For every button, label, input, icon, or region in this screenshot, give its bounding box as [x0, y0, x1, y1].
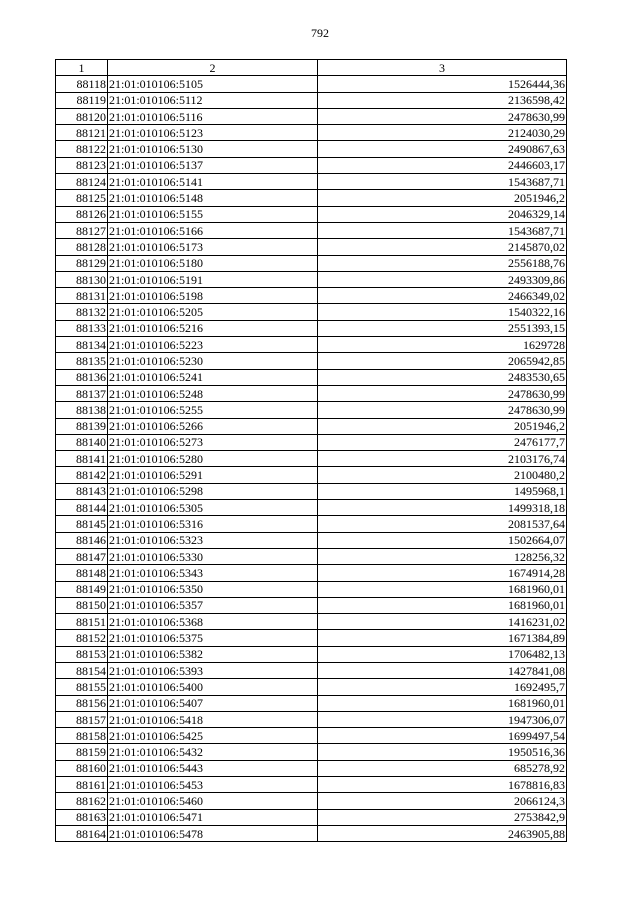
row-number-cell: 88126	[56, 206, 108, 222]
value-cell: 2136598,42	[318, 92, 567, 108]
row-number-cell: 88135	[56, 353, 108, 369]
row-number-cell: 88139	[56, 418, 108, 434]
cadastral-number-cell: 21:01:010106:5305	[108, 500, 318, 516]
table-row	[56, 548, 567, 564]
table-row	[56, 125, 567, 141]
value-cell: 1671384,89	[318, 630, 567, 646]
value-cell: 2556188,76	[318, 255, 567, 271]
value-cell: 2483530,65	[318, 369, 567, 385]
value-cell: 1674914,28	[318, 565, 567, 581]
table-body	[56, 60, 567, 842]
cadastral-number-cell: 21:01:010106:5291	[108, 467, 318, 483]
value-cell: 1540322,16	[318, 304, 567, 320]
value-cell: 1678816,83	[318, 777, 567, 793]
table-row	[56, 76, 567, 92]
cadastral-number-cell: 21:01:010106:5418	[108, 711, 318, 727]
column-header-2: 2	[108, 60, 318, 76]
data-table	[55, 59, 567, 842]
row-number-cell: 88162	[56, 793, 108, 809]
cadastral-number-cell: 21:01:010106:5471	[108, 809, 318, 825]
cadastral-number-cell: 21:01:010106:5350	[108, 581, 318, 597]
table-header-row	[56, 60, 567, 76]
table-row	[56, 597, 567, 613]
cadastral-number-cell: 21:01:010106:5273	[108, 434, 318, 450]
row-number-cell: 88147	[56, 548, 108, 564]
value-cell: 1416231,02	[318, 614, 567, 630]
row-number-cell: 88138	[56, 402, 108, 418]
cadastral-number-cell: 21:01:010106:5205	[108, 304, 318, 320]
cadastral-number-cell: 21:01:010106:5105	[108, 76, 318, 92]
cadastral-number-cell: 21:01:010106:5180	[108, 255, 318, 271]
table-row	[56, 141, 567, 157]
cadastral-number-cell: 21:01:010106:5400	[108, 679, 318, 695]
table-row	[56, 108, 567, 124]
table-row	[56, 418, 567, 434]
cadastral-number-cell: 21:01:010106:5137	[108, 157, 318, 173]
table-row	[56, 157, 567, 173]
table-row	[56, 532, 567, 548]
value-cell: 1681960,01	[318, 597, 567, 613]
column-header-1: 1	[56, 60, 108, 76]
value-cell: 2478630,99	[318, 402, 567, 418]
table-row	[56, 190, 567, 206]
row-number-cell: 88150	[56, 597, 108, 613]
table-row	[56, 662, 567, 678]
table-row	[56, 516, 567, 532]
row-number-cell: 88131	[56, 288, 108, 304]
cadastral-number-cell: 21:01:010106:5460	[108, 793, 318, 809]
row-number-cell: 88122	[56, 141, 108, 157]
cadastral-number-cell: 21:01:010106:5112	[108, 92, 318, 108]
value-cell: 2463905,88	[318, 825, 567, 841]
row-number-cell: 88136	[56, 369, 108, 385]
table-row	[56, 353, 567, 369]
table-row	[56, 809, 567, 825]
table-row	[56, 255, 567, 271]
cadastral-number-cell: 21:01:010106:5357	[108, 597, 318, 613]
row-number-cell: 88127	[56, 222, 108, 238]
table-row	[56, 402, 567, 418]
value-cell: 1629728	[318, 337, 567, 353]
cadastral-number-cell: 21:01:010106:5230	[108, 353, 318, 369]
table-row	[56, 500, 567, 516]
row-number-cell: 88161	[56, 777, 108, 793]
table-row	[56, 206, 567, 222]
row-number-cell: 88141	[56, 451, 108, 467]
cadastral-number-cell: 21:01:010106:5298	[108, 483, 318, 499]
value-cell: 2081537,64	[318, 516, 567, 532]
table-row	[56, 565, 567, 581]
value-cell: 1681960,01	[318, 695, 567, 711]
table-row	[56, 320, 567, 336]
table-row	[56, 271, 567, 287]
table-row	[56, 239, 567, 255]
cadastral-number-cell: 21:01:010106:5443	[108, 760, 318, 776]
cadastral-number-cell: 21:01:010106:5323	[108, 532, 318, 548]
table-row	[56, 483, 567, 499]
cadastral-number-cell: 21:01:010106:5453	[108, 777, 318, 793]
cadastral-number-cell: 21:01:010106:5116	[108, 108, 318, 124]
value-cell: 2551393,15	[318, 320, 567, 336]
table-row	[56, 825, 567, 841]
row-number-cell: 88154	[56, 662, 108, 678]
table-row	[56, 695, 567, 711]
value-cell: 2478630,99	[318, 108, 567, 124]
row-number-cell: 88149	[56, 581, 108, 597]
cadastral-number-cell: 21:01:010106:5166	[108, 222, 318, 238]
row-number-cell: 88156	[56, 695, 108, 711]
row-number-cell: 88125	[56, 190, 108, 206]
table-row	[56, 728, 567, 744]
cadastral-number-cell: 21:01:010106:5375	[108, 630, 318, 646]
row-number-cell: 88145	[56, 516, 108, 532]
table-row	[56, 337, 567, 353]
cadastral-number-cell: 21:01:010106:5393	[108, 662, 318, 678]
cadastral-number-cell: 21:01:010106:5432	[108, 744, 318, 760]
table-row	[56, 222, 567, 238]
row-number-cell: 88163	[56, 809, 108, 825]
value-cell: 2753842,9	[318, 809, 567, 825]
row-number-cell: 88118	[56, 76, 108, 92]
value-cell: 2051946,2	[318, 190, 567, 206]
value-cell: 2124030,29	[318, 125, 567, 141]
row-number-cell: 88128	[56, 239, 108, 255]
table-row	[56, 581, 567, 597]
value-cell: 2051946,2	[318, 418, 567, 434]
table-row	[56, 646, 567, 662]
row-number-cell: 88121	[56, 125, 108, 141]
value-cell: 1495968,1	[318, 483, 567, 499]
row-number-cell: 88140	[56, 434, 108, 450]
cadastral-number-cell: 21:01:010106:5241	[108, 369, 318, 385]
row-number-cell: 88159	[56, 744, 108, 760]
table-row	[56, 369, 567, 385]
table-row	[56, 793, 567, 809]
page-number: 792	[311, 26, 329, 40]
value-cell: 2476177,7	[318, 434, 567, 450]
value-cell: 1950516,36	[318, 744, 567, 760]
cadastral-number-cell: 21:01:010106:5255	[108, 402, 318, 418]
table-row	[56, 288, 567, 304]
row-number-cell: 88142	[56, 467, 108, 483]
row-number-cell: 88129	[56, 255, 108, 271]
cadastral-number-cell: 21:01:010106:5216	[108, 320, 318, 336]
value-cell: 1699497,54	[318, 728, 567, 744]
value-cell: 1706482,13	[318, 646, 567, 662]
cadastral-number-cell: 21:01:010106:5123	[108, 125, 318, 141]
value-cell: 685278,92	[318, 760, 567, 776]
cadastral-number-cell: 21:01:010106:5425	[108, 728, 318, 744]
value-cell: 2466349,02	[318, 288, 567, 304]
value-cell: 2066124,3	[318, 793, 567, 809]
value-cell: 1947306,07	[318, 711, 567, 727]
table-row	[56, 304, 567, 320]
row-number-cell: 88148	[56, 565, 108, 581]
value-cell: 1526444,36	[318, 76, 567, 92]
cadastral-number-cell: 21:01:010106:5330	[108, 548, 318, 564]
row-number-cell: 88134	[56, 337, 108, 353]
table-row	[56, 679, 567, 695]
cadastral-number-cell: 21:01:010106:5148	[108, 190, 318, 206]
value-cell: 1692495,7	[318, 679, 567, 695]
row-number-cell: 88120	[56, 108, 108, 124]
value-cell: 2145870,02	[318, 239, 567, 255]
table-row	[56, 777, 567, 793]
row-number-cell: 88151	[56, 614, 108, 630]
cadastral-number-cell: 21:01:010106:5382	[108, 646, 318, 662]
table-row	[56, 451, 567, 467]
row-number-cell: 88130	[56, 271, 108, 287]
value-cell: 2100480,2	[318, 467, 567, 483]
table-row	[56, 711, 567, 727]
cadastral-number-cell: 21:01:010106:5141	[108, 174, 318, 190]
value-cell: 2046329,14	[318, 206, 567, 222]
cadastral-number-cell: 21:01:010106:5198	[108, 288, 318, 304]
row-number-cell: 88158	[56, 728, 108, 744]
row-number-cell: 88146	[56, 532, 108, 548]
table-row	[56, 744, 567, 760]
value-cell: 2065942,85	[318, 353, 567, 369]
row-number-cell: 88123	[56, 157, 108, 173]
value-cell: 2103176,74	[318, 451, 567, 467]
cadastral-number-cell: 21:01:010106:5248	[108, 385, 318, 401]
table-row	[56, 614, 567, 630]
cadastral-number-cell: 21:01:010106:5407	[108, 695, 318, 711]
row-number-cell: 88119	[56, 92, 108, 108]
cadastral-number-cell: 21:01:010106:5155	[108, 206, 318, 222]
row-number-cell: 88124	[56, 174, 108, 190]
row-number-cell: 88143	[56, 483, 108, 499]
cadastral-number-cell: 21:01:010106:5343	[108, 565, 318, 581]
value-cell: 1681960,01	[318, 581, 567, 597]
value-cell: 1499318,18	[318, 500, 567, 516]
row-number-cell: 88153	[56, 646, 108, 662]
value-cell: 1502664,07	[318, 532, 567, 548]
row-number-cell: 88157	[56, 711, 108, 727]
cadastral-number-cell: 21:01:010106:5316	[108, 516, 318, 532]
value-cell: 1543687,71	[318, 222, 567, 238]
row-number-cell: 88144	[56, 500, 108, 516]
value-cell: 2478630,99	[318, 385, 567, 401]
row-number-cell: 88152	[56, 630, 108, 646]
table-row	[56, 760, 567, 776]
table-row	[56, 467, 567, 483]
cadastral-number-cell: 21:01:010106:5173	[108, 239, 318, 255]
value-cell: 2493309,86	[318, 271, 567, 287]
table-row	[56, 92, 567, 108]
row-number-cell: 88155	[56, 679, 108, 695]
table-row	[56, 434, 567, 450]
cadastral-number-cell: 21:01:010106:5280	[108, 451, 318, 467]
value-cell: 1543687,71	[318, 174, 567, 190]
table-row	[56, 174, 567, 190]
row-number-cell: 88132	[56, 304, 108, 320]
value-cell: 1427841,08	[318, 662, 567, 678]
cadastral-number-cell: 21:01:010106:5266	[108, 418, 318, 434]
column-header-3: 3	[318, 60, 567, 76]
value-cell: 128256,32	[318, 548, 567, 564]
cadastral-number-cell: 21:01:010106:5478	[108, 825, 318, 841]
row-number-cell: 88137	[56, 385, 108, 401]
cadastral-number-cell: 21:01:010106:5130	[108, 141, 318, 157]
row-number-cell: 88164	[56, 825, 108, 841]
table-row	[56, 385, 567, 401]
value-cell: 2446603,17	[318, 157, 567, 173]
cadastral-number-cell: 21:01:010106:5368	[108, 614, 318, 630]
cadastral-number-cell: 21:01:010106:5223	[108, 337, 318, 353]
row-number-cell: 88133	[56, 320, 108, 336]
table-row	[56, 630, 567, 646]
cadastral-number-cell: 21:01:010106:5191	[108, 271, 318, 287]
row-number-cell: 88160	[56, 760, 108, 776]
value-cell: 2490867,63	[318, 141, 567, 157]
